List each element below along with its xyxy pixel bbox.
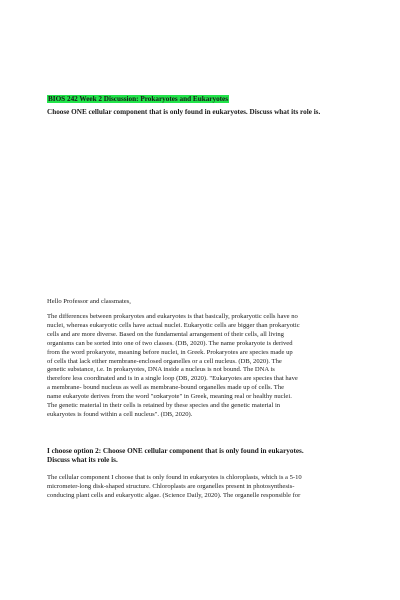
paragraph-1-line: therefore less coordinated and is in a single loop (DB, 2020). "Eukaryotes are species that have <box>47 375 298 383</box>
paragraph-1-line: genetic substance, i.e. In prokaryotes, DNA inside a nucleus is not bound. The DNA is <box>47 366 275 374</box>
paragraph-2-line: The cellular component I choose that is only found in eukaryotes is chloroplasts, which is a 5-10 <box>47 474 302 481</box>
paragraph-1-line: The differences between prokaryotes and eukaryotes is that basically, prokaryotic cells have no <box>47 313 298 320</box>
paragraph-1-line: of cells that lack either membrane-enclosed organelles or a cell nucleus. (DB, 2020). The <box>47 357 282 365</box>
paragraph-1-line: a membrane- bound nucleus as well as membrane-bound organelles made up of cells. The <box>47 384 285 392</box>
option-heading-line: Discuss what its role is. <box>47 456 118 464</box>
title-highlight: BIOS 242 Week 2 Discussion: Prokaryotes and Eukaryotes <box>48 95 229 103</box>
paragraph-1-line: name eukaryote derives from the word "ɛʊkaryote" in Greek, meaning real or healthy nuclei. <box>47 393 292 401</box>
paragraph-2-line: micrometer-long disk-shaped structure. Chloroplasts are organelles present in photosynthesis- <box>47 482 295 490</box>
paragraph-1 <box>47 313 360 420</box>
paragraph-1-line: cells and are more diverse. Based on the fundamental arrangement of their cells, all living <box>47 330 284 338</box>
option-heading <box>47 447 360 465</box>
document-title <box>47 95 229 104</box>
paragraph-1-line: nuclei, whereas eukaryotic cells have actual nuclei. Eukaryotic cells are bigger than prokaryotic <box>47 321 300 329</box>
option-heading-line: I choose option 2: Choose ONE cellular component that is only found in eukaryotes. <box>47 447 304 455</box>
discussion-prompt: Choose ONE cellular component that is only found in eukaryotes. Discuss what its role is. <box>47 108 321 116</box>
greeting-text: Hello Professor and classmates, <box>47 298 131 305</box>
paragraph-1-line: The genetic material in their cells is retained by these species and the genetic material in <box>47 402 281 410</box>
paragraph-2 <box>47 474 360 501</box>
paragraph-1-line: from the word prokaryote, meaning before nuclei, in Greek. Prokaryotes are species made up <box>47 348 293 356</box>
paragraph-1-line: eukaryotes is found within a cell nucleus". (DB, 2020). <box>47 410 193 418</box>
paragraph-1-line: organisms can be sorted into one of two classes. (DB, 2020). The name prokaryote is derived <box>47 339 293 347</box>
paragraph-2-line: conducing plant cells and eukaryotic algae. (Science Daily, 2020). The organelle responsible for <box>47 491 301 499</box>
